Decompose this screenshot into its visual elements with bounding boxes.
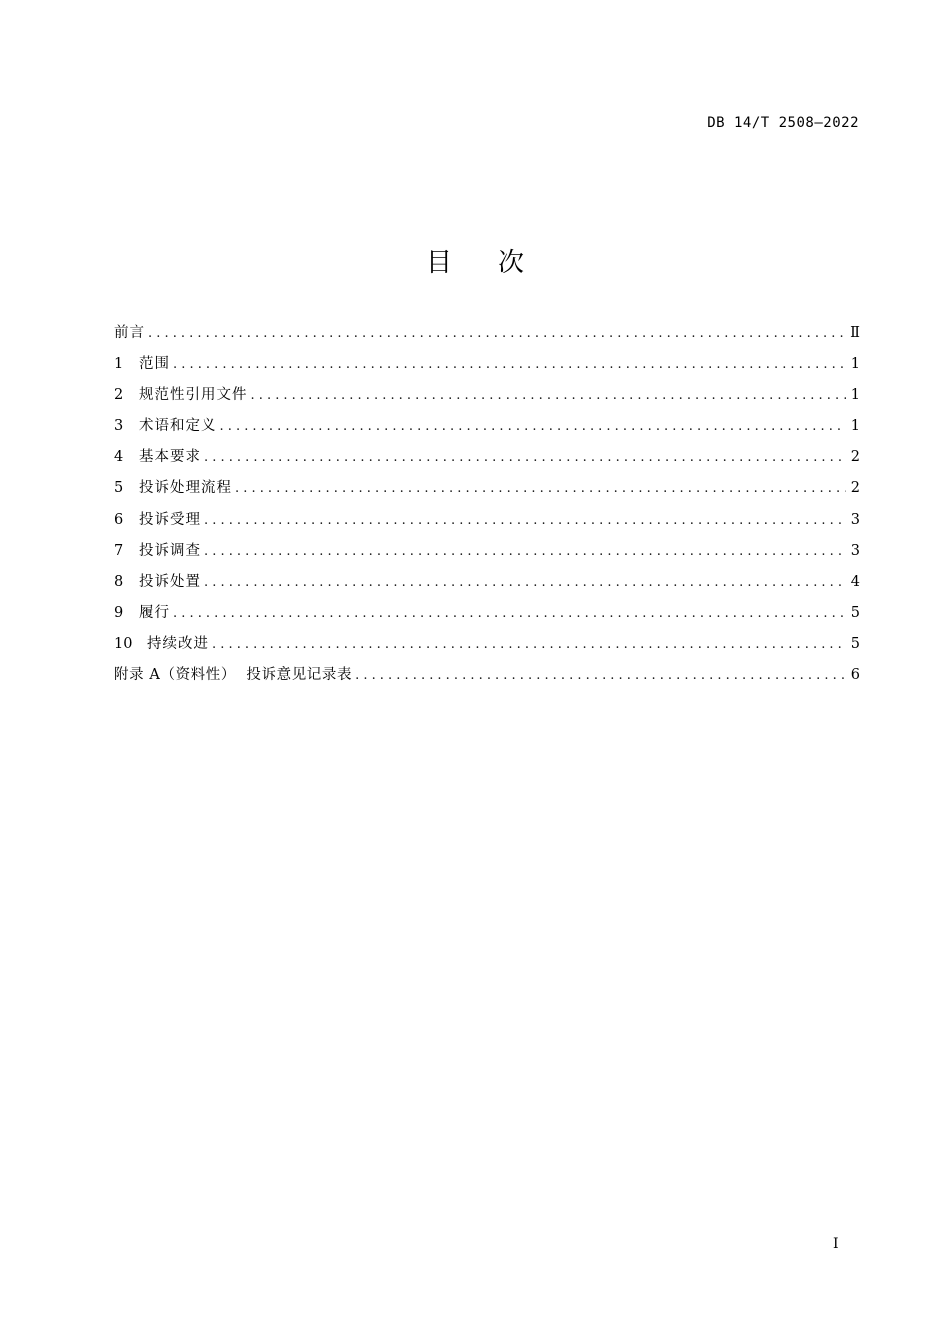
standard-code: DB 14/T 2508—2022 bbox=[707, 115, 859, 131]
toc-entry-number: 2 bbox=[114, 387, 124, 404]
toc-entry-complaint-process[interactable] bbox=[114, 476, 860, 507]
dot-leader bbox=[204, 450, 846, 465]
toc-entry-normative-references[interactable] bbox=[114, 383, 860, 414]
toc-entry-page: 2 bbox=[850, 480, 860, 497]
toc-entry-number: 7 bbox=[114, 542, 124, 559]
toc-entry-number: 8 bbox=[114, 573, 124, 590]
table-of-contents bbox=[114, 321, 860, 694]
dot-leader bbox=[235, 481, 846, 496]
toc-entry-foreword[interactable] bbox=[114, 321, 860, 352]
toc-entry-complaint-investigation[interactable] bbox=[114, 539, 860, 570]
page-number: I bbox=[833, 1236, 839, 1252]
toc-entry-label: 前言 bbox=[114, 325, 145, 341]
dot-leader bbox=[173, 606, 846, 621]
toc-entry-continuous-improvement[interactable] bbox=[114, 632, 860, 663]
toc-entry-page: Ⅱ bbox=[850, 325, 860, 341]
toc-entry-page: 1 bbox=[850, 387, 860, 404]
toc-entry-label: 投诉处置 bbox=[139, 573, 201, 590]
toc-entry-number: 4 bbox=[114, 449, 124, 466]
toc-entry-label: 规范性引用文件 bbox=[139, 387, 248, 404]
toc-entry-page: 4 bbox=[850, 573, 860, 590]
dot-leader bbox=[173, 357, 846, 372]
dot-leader bbox=[212, 637, 846, 652]
toc-entry-label: 附录 A（资料性） 投诉意见记录表 bbox=[114, 667, 353, 684]
toc-entry-page: 5 bbox=[850, 635, 860, 652]
dot-leader bbox=[355, 668, 846, 683]
toc-entry-complaint-acceptance[interactable] bbox=[114, 508, 860, 539]
toc-entry-page: 1 bbox=[850, 356, 860, 373]
toc-entry-number: 10 bbox=[114, 635, 133, 652]
dot-leader bbox=[204, 513, 846, 528]
toc-entry-page: 3 bbox=[850, 511, 860, 528]
toc-entry-page: 2 bbox=[850, 449, 860, 466]
toc-entry-page: 5 bbox=[850, 604, 860, 621]
toc-entry-number: 9 bbox=[114, 604, 124, 621]
toc-entry-basic-requirements[interactable] bbox=[114, 445, 860, 476]
toc-entry-page: 1 bbox=[850, 418, 860, 435]
toc-entry-label: 投诉处理流程 bbox=[139, 480, 232, 497]
dot-leader bbox=[220, 419, 847, 434]
dot-leader bbox=[251, 388, 847, 403]
toc-entry-label: 范围 bbox=[139, 356, 170, 373]
toc-entry-scope[interactable] bbox=[114, 352, 860, 383]
toc-entry-fulfillment[interactable] bbox=[114, 601, 860, 632]
toc-entry-label: 基本要求 bbox=[139, 449, 201, 466]
toc-entry-label: 履行 bbox=[139, 604, 170, 621]
toc-entry-label: 持续改进 bbox=[147, 635, 209, 652]
toc-entry-page: 6 bbox=[850, 667, 860, 684]
dot-leader bbox=[204, 544, 846, 559]
toc-entry-number: 1 bbox=[114, 356, 124, 373]
toc-entry-page: 3 bbox=[850, 542, 860, 559]
toc-entry-label: 术语和定义 bbox=[139, 418, 217, 435]
toc-entry-number: 6 bbox=[114, 511, 124, 528]
toc-entry-number: 5 bbox=[114, 480, 124, 497]
toc-entry-label: 投诉调查 bbox=[139, 542, 201, 559]
toc-entry-number: 3 bbox=[114, 418, 124, 435]
dot-leader bbox=[204, 575, 846, 590]
dot-leader bbox=[148, 326, 846, 341]
toc-entry-complaint-handling[interactable] bbox=[114, 570, 860, 601]
toc-entry-appendix-a[interactable] bbox=[114, 663, 860, 694]
toc-entry-label: 投诉受理 bbox=[139, 511, 201, 528]
toc-entry-terms-definitions[interactable] bbox=[114, 414, 860, 445]
toc-title: 目次 bbox=[425, 248, 570, 278]
